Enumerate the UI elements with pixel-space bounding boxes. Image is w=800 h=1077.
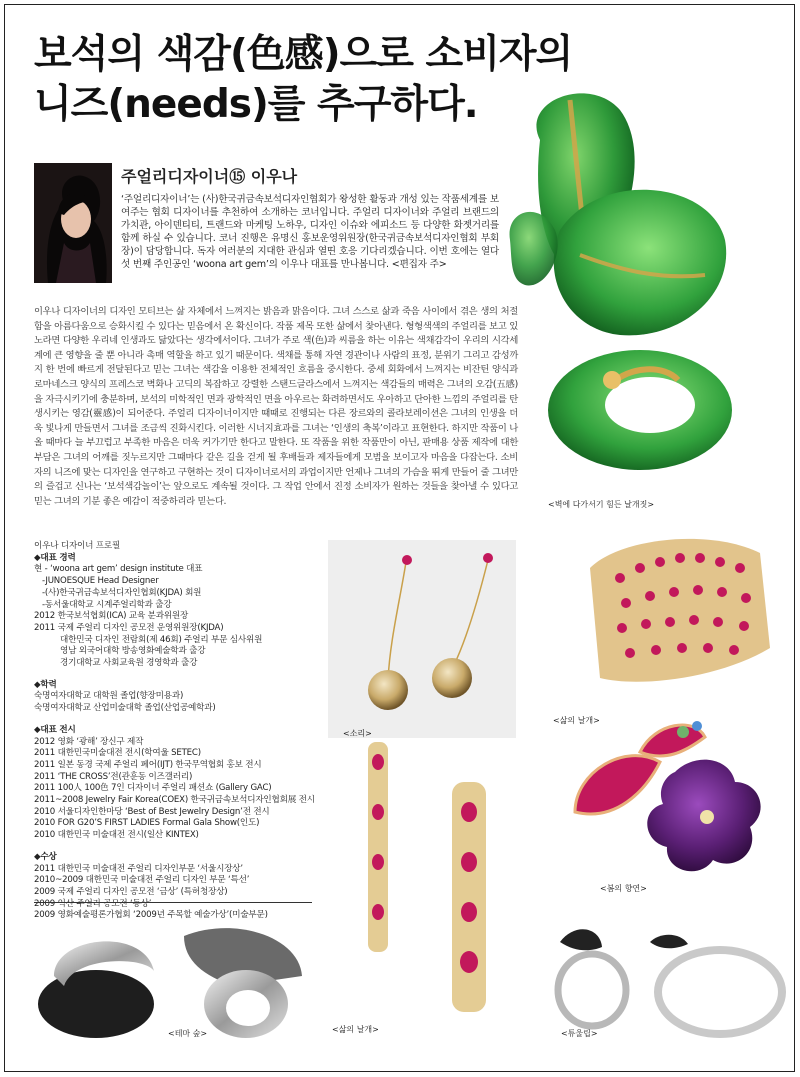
ruby-drop-earrings-photo xyxy=(340,742,530,1022)
title-line-2: 니즈(needs)를 추구하다. xyxy=(34,82,478,127)
caption-thema: <테마 숲> xyxy=(168,1029,208,1038)
spring-brooch-photo xyxy=(555,712,787,880)
portrait-figure xyxy=(34,163,112,283)
profile-heading: 이우나 디자이너 프로필 xyxy=(34,541,121,551)
exhibition-line: 2011 100人 100色 7인 디자이너 주얼리 패션쇼 (Gallery GAC) xyxy=(34,783,272,794)
earring-right xyxy=(452,782,486,1012)
exhibition-line: 2011 대한민국미술대전 전시(학여울 SETEC) xyxy=(34,748,201,759)
education-line: 숙명여자대학교 대학원 졸업(향장미용과) xyxy=(34,691,184,702)
award-line: 2009 영화예술평론가협회 ‘2009년 주목할 예술가상’(미술부문) xyxy=(34,910,268,921)
exhibition-line: 2011 ‘THE CROSS’전(관훈동 이즈갤러리) xyxy=(34,771,193,782)
ruby-bangle-photo xyxy=(560,528,792,710)
career-label: ◆대표 경력 xyxy=(34,552,76,563)
award-line: 2011 대한민국 미술대전 주얼리 디자인부문 ‘서울시장상’ xyxy=(34,863,243,874)
exhibition-line: 2010 서울디자인한마당 ‘Best of Best Jewelry Design’전 전시 xyxy=(34,806,270,817)
tulip-bangle xyxy=(650,935,782,1034)
career-line: 현 - ‘woona art gem’ design institute 대표 xyxy=(34,564,203,575)
caption-sori: <소리> xyxy=(343,729,372,738)
exhibition-line: 2012 영화 ‘광해’ 장신구 제작 xyxy=(34,736,144,747)
designer-portrait xyxy=(34,163,112,283)
career-line: 경기대학교 사회교육원 경영학과 출강 xyxy=(60,658,198,669)
caption-wings: <삶의 날개> xyxy=(553,716,600,725)
title-line-1: 보석의 색감(色感)으로 소비자의 xyxy=(34,32,573,77)
sori-earrings-photo xyxy=(328,540,516,738)
tulip-ring xyxy=(558,929,626,1026)
education-line: 숙명여자대학교 산업미술대학 졸업(산업공예학과) xyxy=(34,703,216,714)
tulip-jewelry-photo xyxy=(540,912,788,1042)
caption-wings-2: <삶의 날개> xyxy=(332,1025,379,1034)
career-line: 대한민국 디자인 전람회(제 46회) 주얼리 부문 심사위원 xyxy=(60,634,263,645)
designer-name: 주얼리디자이너⑮ 이우나 xyxy=(121,167,298,186)
earring-left xyxy=(368,742,388,952)
page-title xyxy=(34,30,573,130)
award-line: 2009 익산 주얼리 공모전 ‘동상’ xyxy=(34,898,152,909)
jade-leaf-small xyxy=(510,212,558,286)
career-line: -(사)한국귀금속보석디자인협회(KJDA) 회원 xyxy=(42,587,202,598)
jade-pendant-photo xyxy=(500,80,790,480)
exhibition-line: 2010 대한민국 미술대전 전시(일산 KINTEX) xyxy=(34,830,199,841)
ring-dark xyxy=(38,941,154,1038)
career-line: 2012 한국보석협회(ICA) 교육 분과위원장 xyxy=(34,611,189,622)
career-line: 영남 외국어대학 방송영화예술학과 출강 xyxy=(60,646,206,657)
exhibition-line: 2011~2008 Jewelry Fair Korea(COEX) 한국귀금속보석디자인협회展 전시 xyxy=(34,795,315,806)
caption-spring: <봄의 향연> xyxy=(600,884,647,893)
jade-leaf-right xyxy=(554,190,726,336)
exhibition-line: 2010 FOR G20’S FIRST LADIES Formal Gala Show(인도) xyxy=(34,818,260,829)
career-line: -동서울대학교 시계주얼리학과 출강 xyxy=(42,599,172,610)
jade-ring xyxy=(548,350,732,470)
award-line: 2009 국제 주얼리 디자인 공모전 ‘금상’ (특허청장상) xyxy=(34,886,228,897)
exhibitions-label: ◆대표 전시 xyxy=(34,724,76,735)
ring-slate xyxy=(184,928,302,1038)
exhibition-line: 2011 일본 동경 국제 주얼리 페어(IJT) 한국무역협회 홍보 전시 xyxy=(34,759,262,770)
profile-divider xyxy=(34,902,312,903)
career-line: 2011 국제 주얼리 디자인 공모전 운영위원장(KJDA) xyxy=(34,622,224,633)
caption-tulip: <튜울립> xyxy=(561,1029,598,1038)
intro-paragraph: ‘주얼리디자이너’는 (사)한국귀금속보석디자인협회가 왕성한 활동과 개성 있는 작품세계를 보여주는 협회 디자이너를 추천하여 소개하는 코너입니다. 주얼리 디자이너와 주얼리 브랜드의 가치관, 아이덴티티, 트랜드와 마케팅 노하우, 디자인 이슈와 에피소드 등 다양한 화젯거리를 함께 하실 수 있습니다. 코너 진행은 유명신 홍보운영위원장(한국귀금속보석디자인협회 부회장)이 담당합니다. 독자 여러분의 지대한 관심과 열띤 호응 기다리겠습니다. 이번 호에는 열다섯 번째 주인공인 ‘woona art gem’의 이우나 대표를 만나봅니다. <편집자 주> xyxy=(121,194,499,270)
career-line: -JUNOESQUE Head Designer xyxy=(42,576,159,587)
designer-profile xyxy=(34,541,324,922)
award-line: 2010~2009 대한민국 미술대전 주얼리 디자인 부문 ‘특선’ xyxy=(34,875,250,886)
awards-label: ◆수상 xyxy=(34,851,57,862)
thema-rings-photo xyxy=(34,916,316,1046)
body-paragraph: 이우나 디자이너의 디자인 모티브는 삶 자체에서 느껴지는 밝음과 맑음이다. 그녀 스스로 삶과 죽음 사이에서 겪은 생의 처절함을 아름다움으로 승화시킬 수 있다는 믿음에서 온 확신이다. 작품 제목 또한 삶에서 찾아낸다. 형형색색의 주얼리를 보고 있노라면 다양한 우리네 인생과도 닮았다는 생각에서이다. 그녀가 주로 색(色)과 씨름을 하는 이유는 색채감각이 우리의 시각세계에 큰 영향을 줄 뿐 아니라 촉매 역할을 하고 있기 때문이다. 색채를 통해 자연 경관이나 사람의 표정, 분위기 그리고 감성까지 한 번에 빠르게 전달된다고 믿는 그녀는 색감을 이용한 전체적인 흐름을 중시한다. 중세 회화에서 느껴지는 비잔틴 양식과 로마네스크 양식의 프레스코 벽화나 고딕의 복잡하고 강렬한 스탠드글라스에서 느껴지는 색감들의 매력은 그녀의 오감(五感)을 자극시키기에 충분하며, 보석의 미학적인 면과 광학적인 면을 아우르는 화려하면서도 우아하고 단아한 느낌의 주얼리를 탄생시키는 영감(靈感)이 되어준다. 주얼리 디자이너이지만 때때로 진행되는 다른 장르와의 콜라보레이션은 그녀의 인생을 더욱 빛나게 만들면서 그녀를 조금씩 진화시킨다. 이러한 시너지효과를 그녀는 ‘인생의 축복’이라고 표현한다. 하지만 작품이 나올 때마다 늘 부끄럽고 부족한 마음은 더욱 커가기만 한다고 말한다. 또 작품을 위한 작품만이 아닌, 판매용 상품 제작에 대한 부담은 그녀의 어깨를 짓누르지만 그때마다 같은 길을 걷게 될 후배들과 제자들에게 모범을 보이고자 마음을 다잡는다. 소비자의 니즈에 맞는 디자인을 연구하고 구현하는 것이 디자이너로서의 과업이지만 언제나 그녀의 가슴을 뛰게 만들어 줄 그녀만의 즐겁고 신나는 ‘보석색감놀이’는 앞으로도 계속될 것이다. 그 작업 안에서 진정 소비자가 원하는 것들을 찾아낼 수 있다고 믿는 그녀의 기분 좋은 예감이 적중하리라 믿는다. xyxy=(34,306,518,507)
education-label: ◆학력 xyxy=(34,679,57,690)
caption-jade: <벽에 다가서기 힘든 날개짓> xyxy=(548,500,655,509)
